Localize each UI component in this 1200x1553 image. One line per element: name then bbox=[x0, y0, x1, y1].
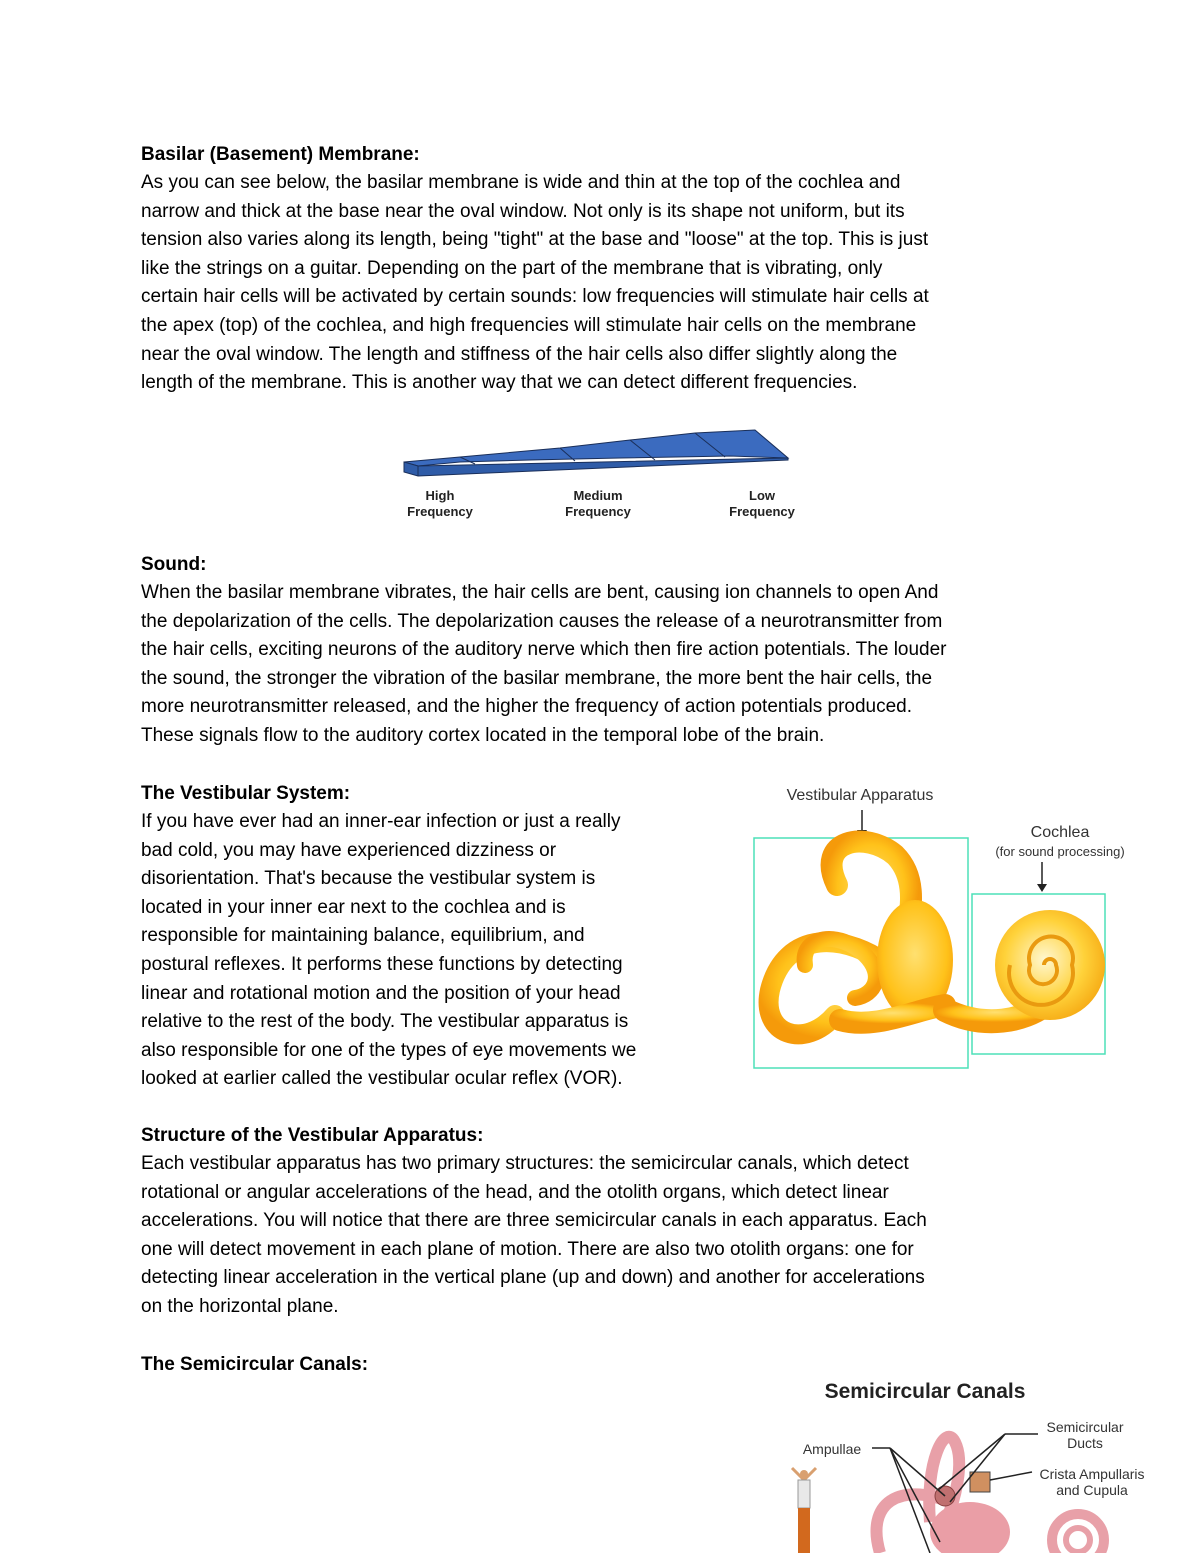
paragraph-line: postural reflexes. It performs these functions by detecting bbox=[141, 953, 623, 975]
paragraph-line: also responsible for one of the types of eye movements we bbox=[141, 1039, 637, 1061]
paragraph-line: one will detect movement in each plane of motion. There are also two otolith organs: one for bbox=[141, 1238, 914, 1260]
paragraph-line: When the basilar membrane vibrates, the hair cells are bent, causing ion channels to open And bbox=[141, 582, 939, 603]
paragraph-line: looked at earlier called the vestibular ocular reflex (VOR). bbox=[141, 1068, 623, 1090]
paragraph-line: linear and rotational motion and the position of your head bbox=[141, 982, 621, 1004]
paragraph-line: located in your inner ear next to the cochlea and is bbox=[141, 896, 566, 918]
paragraph-line: like the strings on a guitar. Depending on the part of the membrane that is vibrating, only bbox=[141, 257, 883, 279]
medium-label-2: Frequency bbox=[565, 504, 631, 519]
paragraph-line: the sound, the stronger the vibration of the basilar membrane, the more bent the hair cells, the bbox=[141, 667, 933, 689]
paragraph-line: responsible for maintaining balance, equilibrium, and bbox=[141, 925, 585, 947]
paragraph-line: the depolarization of the cells. The depolarization causes the release of a neurotransmitter from bbox=[141, 610, 943, 632]
paragraph-line: rotational or angular accelerations of the head, and the otolith organs, which detect linear bbox=[141, 1181, 889, 1203]
vestibular-apparatus-figure bbox=[745, 780, 1150, 1080]
medium-label: Medium bbox=[573, 488, 623, 503]
crista-label-2: and Cupula bbox=[1056, 1482, 1128, 1498]
paragraph-line: on the horizontal plane. bbox=[141, 1295, 339, 1317]
paragraph-line: These signals flow to the auditory cortex located in the temporal lobe of the brain. bbox=[141, 724, 825, 746]
paragraph-line: the hair cells, exciting neurons of the auditory nerve which then fire action potentials. The louder bbox=[141, 639, 947, 661]
paragraph-line: Each vestibular apparatus has two primary structures: the semicircular canals, which detect bbox=[141, 1153, 909, 1174]
vestibular-paragraph bbox=[141, 808, 636, 1094]
semicircular-ducts-label: Semicircular bbox=[1046, 1419, 1124, 1435]
paragraph-line: detecting linear acceleration in the vertical plane (up and down) and another for accelerations bbox=[141, 1267, 925, 1289]
paragraph-line: tension also varies along its length, being "tight" at the base and "loose" at the top. This is just bbox=[141, 229, 929, 251]
high-label-2: Frequency bbox=[407, 504, 473, 519]
ampullae-label: Ampullae bbox=[802, 1441, 862, 1457]
paragraph-line: relative to the rest of the body. The vestibular apparatus is bbox=[141, 1011, 629, 1033]
basilar-heading: Basilar (Basement) Membrane: bbox=[141, 144, 420, 165]
vestibular-apparatus-label: Vestibular Apparatus bbox=[786, 787, 934, 804]
sound-heading: Sound: bbox=[141, 554, 207, 575]
basilar-paragraph bbox=[141, 169, 929, 398]
vestibular-heading: The Vestibular System: bbox=[141, 783, 351, 804]
paragraph-line: narrow and thick at the base near the oval window. Not only is its shape not uniform, but its bbox=[141, 200, 905, 222]
paragraph-line: disorientation. That's because the vestibular system is bbox=[141, 868, 596, 890]
structure-paragraph bbox=[141, 1150, 927, 1322]
semicircular-ducts-label-2: Ducts bbox=[1067, 1435, 1103, 1451]
cochlea-sub-label: (for sound processing) bbox=[995, 844, 1125, 859]
structure-heading: Structure of the Vestibular Apparatus: bbox=[141, 1125, 484, 1146]
cochlea-label: Cochlea bbox=[1030, 824, 1090, 841]
semicircular-canals-figure bbox=[780, 1372, 1170, 1553]
canals-figure-title: Semicircular Canals bbox=[824, 1380, 1026, 1403]
basilar-membrane-figure bbox=[390, 420, 820, 530]
paragraph-line: length of the membrane. This is another way that we can detect different frequencies. bbox=[141, 372, 858, 394]
sound-paragraph bbox=[141, 579, 947, 751]
low-label: Low bbox=[749, 488, 775, 503]
paragraph-line: near the oval window. The length and stiffness of the hair cells also differ slightly along the bbox=[141, 343, 898, 365]
paragraph-line: As you can see below, the basilar membrane is wide and thin at the top of the cochlea and bbox=[141, 172, 901, 193]
canals-heading: The Semicircular Canals: bbox=[141, 1354, 369, 1375]
paragraph-line: If you have ever had an inner-ear infection or just a really bbox=[141, 811, 621, 832]
paragraph-line: more neurotransmitter released, and the higher the frequency of action potentials produced. bbox=[141, 696, 913, 718]
paragraph-line: the apex (top) of the cochlea, and high frequencies will stimulate hair cells on the membrane bbox=[141, 314, 917, 336]
high-label: High bbox=[425, 488, 455, 503]
crista-label: Crista Ampullaris bbox=[1039, 1466, 1145, 1482]
low-label-2: Frequency bbox=[729, 504, 795, 519]
paragraph-line: bad cold, you may have experienced dizziness or bbox=[141, 839, 557, 861]
paragraph-line: certain hair cells will be activated by certain sounds: low frequencies will stimulate hair cells at bbox=[141, 286, 929, 308]
paragraph-line: accelerations. You will notice that there are three semicircular canals in each apparatus. Each bbox=[141, 1210, 927, 1232]
